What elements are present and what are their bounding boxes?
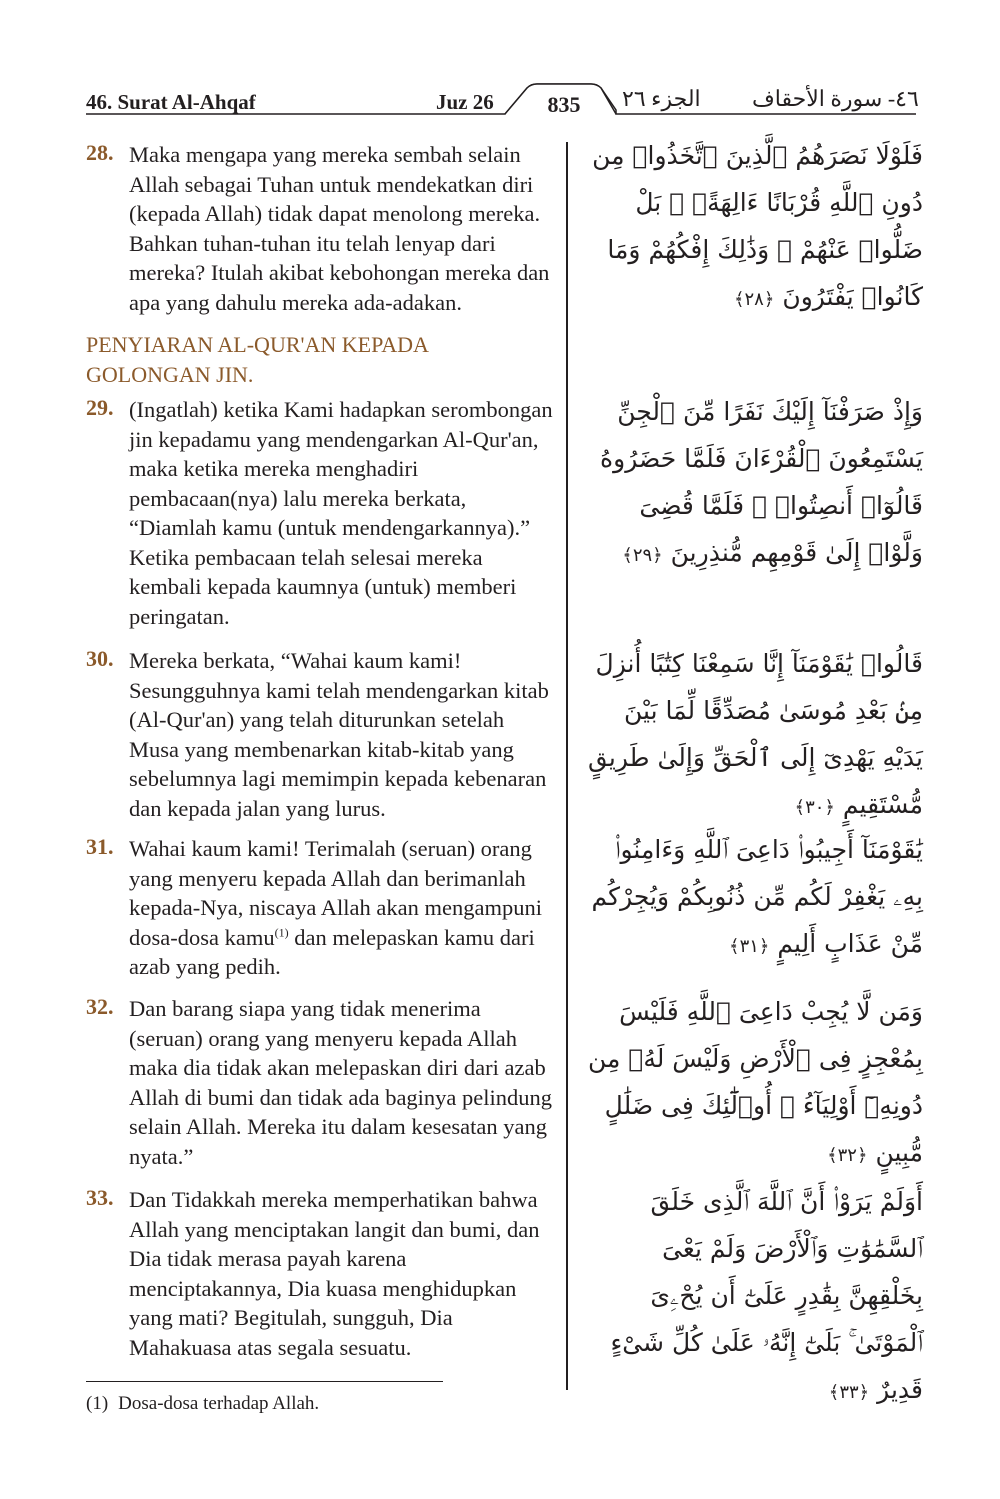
verse-text: (Ingatlah) ketika Kami hadapkan serombongan jin kepadamu yang mendengarkan Al-Qur'an, maka ketika mereka menghadiri pembacaan(nya) lalu mereka berkata, “Diamlah kamu (untuk mendengarkannya).” Ketika pembacaan telah selesai mereka kembali kepada kaumnya (untuk) memberi peringatan. (129, 397, 553, 629)
column-divider (566, 142, 568, 1390)
footnote-marker[interactable]: (1) (274, 925, 289, 939)
verse-29-arabic (583, 388, 923, 579)
verse-number: 31. (86, 834, 114, 859)
ayah-end-marker: ﴿٢٨﴾ (733, 289, 775, 310)
juz-label-latin: Juz 26 (436, 90, 494, 114)
verse-text: Mereka berkata, “Wahai kaum kami! Sesungguhnya kami telah mendengarkan kitab (Al-Qur'an) yang telah diturunkan setelah Musa yang membenarkan kitab-kitab yang sebelumnya lagi memimpin kepada kebenaran dan kepada jalan yang lurus. (129, 648, 549, 821)
verse-text-part: dan melepaskan kamu dari azab yang pedih. (129, 924, 535, 979)
ayah-end-marker: ﴿٣٣﴾ (828, 1382, 870, 1403)
juz-label-arabic: الجزء ٢٦ (622, 86, 701, 111)
verse-32-arabic (583, 988, 923, 1179)
ayah-end-marker: ﴿٣٠﴾ (794, 797, 835, 818)
ayah-end-marker: ﴿٣١﴾ (729, 936, 770, 957)
verse-text: Dan Tidakkah mereka memperhatikan bahwa Allah yang menciptakan langit dan bumi, dan Dia tidak merasa payah karena menciptakannya, Dia kuasa menghidupkan yang mati? Begitulah, sungguh, Dia Mahakuasa atas segala sesuatu. (129, 1187, 540, 1360)
verse-33-translation (86, 1185, 558, 1362)
ayah-end-marker: ﴿٣٢﴾ (827, 1145, 868, 1166)
verse-number: 29. (86, 395, 114, 420)
page-number: 835 (547, 92, 581, 117)
verse-text: Dan barang siapa yang tidak menerima (seruan) orang yang menyeru kepada Allah maka dia tidak akan melepaskan diri dari azab Allah di bumi dan tidak ada baginya pelindung selain Allah. Mereka itu dalam kesesatan yang nyata.” (129, 996, 553, 1169)
verse-text: Maka mengapa yang mereka sembah selain Allah sebagai Tuhan untuk mendekatkan diri (kepada Allah) tidak dapat menolong mereka. Bahkan tuhan-tuhan itu telah lenyap dari mereka? Itulah akibat kebohongan mereka dan apa yang dahulu mereka ada-adakan. (129, 142, 550, 315)
footnote-rule (86, 1381, 443, 1382)
verse-number: 33. (86, 1185, 114, 1210)
verse-32-translation (86, 994, 558, 1171)
verse-28-translation (86, 140, 558, 317)
verse-31-translation (86, 834, 558, 982)
arabic-text: قَالُوا۟ يَٰقَوْمَنَآ إِنَّا سَمِعْنَا كِتَٰبًا أُنزِلَ مِنۢ بَعْدِ مُوسَىٰ مُصَدِّقًا لِّمَا بَيْنَ يَدَيْهِ يَهْدِىٓ إِلَى ٱلْحَقِّ وَإِلَىٰ طَرِيقٍ مُّسْتَقِيمٍ (588, 649, 923, 819)
surah-title-arabic: ٤٦- سورة الأحقاف (752, 86, 919, 111)
ayah-end-marker: ﴿٢٩﴾ (622, 545, 663, 566)
arabic-text: وَإِذْ صَرَفْنَآ إِلَيْكَ نَفَرًا مِّنَ ٱلْجِنِّ يَسْتَمِعُونَ ٱلْقُرْءَانَ فَلَمَّا حَضَرُوهُ قَالُوٓا۟ أَنصِتُوا۟ ۖ فَلَمَّا قُضِىَ وَلَّوْا۟ إِلَىٰ قَوْمِهِم مُّنذِرِينَ (600, 397, 923, 567)
verse-30-arabic (583, 640, 923, 831)
arabic-text: فَلَوْلَا نَصَرَهُمُ ٱلَّذِينَ ٱتَّخَذُوا۟ مِن دُونِ ٱللَّهِ قُرْبَانًا ءَالِهَةًۢ ۖ بَلْ ضَلُّوا۟ عَنْهُمْ ۚ وَذَٰلِكَ إِفْكُهُمْ وَمَا كَانُوا۟ يَفْتَرُونَ (592, 141, 923, 311)
footnote-number: (1) (86, 1393, 109, 1414)
verse-28-arabic (583, 132, 923, 323)
footnote-text: Dosa-dosa terhadap Allah. (118, 1393, 320, 1414)
verse-number: 30. (86, 646, 114, 671)
section-title: PENYIARAN AL-QUR'AN KEPADA GOLONGAN JIN. (86, 332, 428, 387)
verse-text (129, 834, 558, 982)
footnote (86, 1393, 319, 1415)
arabic-text: أَوَلَمْ يَرَوْا۟ أَنَّ ٱللَّهَ ٱلَّذِى خَلَقَ ٱلسَّمَٰوَٰتِ وَٱلْأَرْضَ وَلَمْ يَعْىَ بِخَلْقِهِنَّ بِقَٰدِرٍ عَلَىٰٓ أَن يُحْۦِىَ ٱلْمَوْتَىٰ ۚ بَلَىٰٓ إِنَّهُۥ عَلَىٰ كُلِّ شَىْءٍ قَدِيرٌ (610, 1187, 923, 1404)
verse-number: 32. (86, 994, 114, 1019)
verse-text-part: Wahai kaum kami! Terimalah (seruan) orang yang menyeru kepada Allah dan berimanlah kepada-Nya, niscaya Allah akan mengampuni dosa-dosa kamu (129, 836, 542, 950)
verse-29-translation (86, 395, 558, 631)
arabic-text: يَٰقَوْمَنَآ أَجِيبُوا۟ دَاعِىَ ٱللَّهِ وَءَامِنُوا۟ بِهِۦ يَغْفِرْ لَكُم مِّن ذُنُوبِكُمْ وَيُجِرْكُم مِّنْ عَذَابٍ أَلِيمٍ (591, 835, 923, 958)
arabic-text: وَمَن لَّا يُجِبْ دَاعِىَ ٱللَّهِ فَلَيْسَ بِمُعْجِزٍ فِى ٱلْأَرْضِ وَلَيْسَ لَهُۥ مِن دُونِهِۦٓ أَوْلِيَآءُ ۚ أُو۟لَٰٓئِكَ فِى ضَلَٰلٍ مُّبِينٍ (587, 997, 923, 1167)
verse-33-arabic (583, 1178, 923, 1416)
page-header (0, 0, 1000, 130)
verse-number: 28. (86, 140, 114, 165)
verse-31-arabic (583, 826, 923, 970)
verse-30-translation (86, 646, 558, 823)
surah-title-latin: 46. Surat Al-Ahqaf (86, 90, 256, 114)
